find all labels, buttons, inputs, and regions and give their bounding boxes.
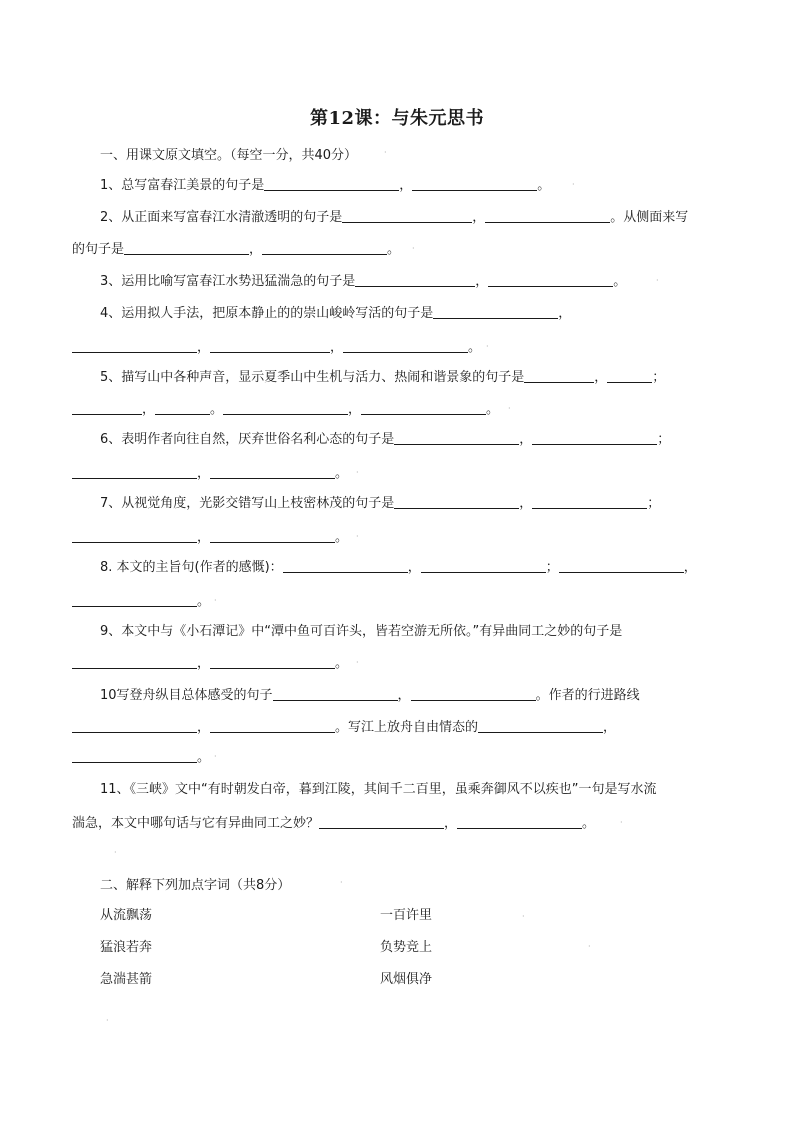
answer-blank[interactable] xyxy=(457,814,582,829)
answer-blank[interactable] xyxy=(478,718,603,733)
answer-blank[interactable] xyxy=(210,654,335,669)
paragraph-mark: · xyxy=(340,878,343,887)
paragraph-mark: · xyxy=(572,180,575,189)
question-4-cont: ， ， 。 xyxy=(72,338,732,358)
answer-blank[interactable] xyxy=(72,718,197,733)
question-2-cont: 的句子是 ， 。 xyxy=(72,242,401,257)
page-title: 第12课：与朱元思书 xyxy=(309,108,485,129)
answer-blank[interactable] xyxy=(155,400,210,415)
section-2-heading: 二、解释下列加点字词（共8分） xyxy=(100,878,291,893)
answer-blank[interactable] xyxy=(264,176,399,191)
question-6-cont: ， 。 xyxy=(72,464,732,484)
answer-blank[interactable] xyxy=(421,558,546,573)
paragraph-mark: · xyxy=(412,244,415,253)
answer-blank[interactable] xyxy=(412,176,537,191)
answer-blank[interactable] xyxy=(355,272,475,287)
question-4: 4、运用拟人手法，把原本静止的的崇山峻岭写活的句子是 ， xyxy=(100,306,572,321)
answer-blank[interactable] xyxy=(411,686,536,701)
question-9-cont: ， 。 xyxy=(72,654,732,674)
paragraph-mark: · xyxy=(356,468,359,477)
paragraph-mark: · xyxy=(356,532,359,541)
question-2: 2、从正面来写富春江水清澈透明的句子是 ， 。从侧面来写 xyxy=(100,210,689,225)
answer-blank[interactable] xyxy=(532,430,657,445)
vocab-word: 风烟俱净 xyxy=(380,972,433,987)
answer-blank[interactable] xyxy=(124,240,249,255)
answer-blank[interactable] xyxy=(607,368,652,383)
answer-blank[interactable] xyxy=(210,338,330,353)
answer-blank[interactable] xyxy=(488,272,613,287)
question-1: 1、总写富春江美景的句子是 ， 。 xyxy=(100,178,551,193)
answer-blank[interactable] xyxy=(72,400,142,415)
answer-blank[interactable] xyxy=(72,748,197,763)
answer-blank[interactable] xyxy=(394,430,519,445)
paragraph-mark: · xyxy=(114,848,117,857)
question-6: 6、表明作者向往自然，厌弃世俗名利心态的句子是 ， ； xyxy=(100,432,671,447)
paragraph-mark: · xyxy=(214,596,217,605)
answer-blank[interactable] xyxy=(210,718,335,733)
answer-blank[interactable] xyxy=(532,494,647,509)
vocab-word: 一百许里 xyxy=(380,908,433,923)
answer-blank[interactable] xyxy=(524,368,594,383)
question-8: 8. 本文的主旨句(作者的感慨)： ， ； ， xyxy=(100,560,697,575)
answer-blank[interactable] xyxy=(433,304,558,319)
section-1-heading: 一、用课文原文填空。（每空一分，共40分） xyxy=(100,148,358,163)
question-7: 7、从视觉角度，光影交错写山上枝密林茂的句子是 ， ； xyxy=(100,496,661,511)
answer-blank[interactable] xyxy=(72,338,197,353)
answer-blank[interactable] xyxy=(361,400,486,415)
answer-blank[interactable] xyxy=(485,208,610,223)
vocab-word: 急湍甚箭 xyxy=(100,972,153,987)
paragraph-mark: · xyxy=(486,342,489,351)
question-8-cont: 。 xyxy=(72,592,732,612)
vocab-word: 负势竞上 xyxy=(380,940,433,955)
vocab-word: 从流飘荡 xyxy=(100,908,153,923)
answer-blank[interactable] xyxy=(210,528,335,543)
paragraph-mark: · xyxy=(384,148,387,157)
answer-blank[interactable] xyxy=(343,338,468,353)
question-5-cont: ， 。 ， 。 xyxy=(72,400,732,420)
answer-blank[interactable] xyxy=(273,686,398,701)
vocab-word: 猛浪若奔 xyxy=(100,940,153,955)
question-11: 11、《三峡》文中“有时朝发白帝，暮到江陵，其间千二百里，虽乘奔御风不以疾也”一句是写水流 xyxy=(100,782,657,797)
answer-blank[interactable] xyxy=(72,654,197,669)
paragraph-mark: · xyxy=(522,912,525,921)
question-10-cont-2: 。 xyxy=(72,748,732,768)
paragraph-mark: · xyxy=(656,276,659,285)
answer-blank[interactable] xyxy=(72,528,197,543)
paragraph-mark: · xyxy=(620,818,623,827)
question-7-cont: ， 。 xyxy=(72,528,732,548)
paragraph-mark: · xyxy=(356,658,359,667)
question-11-cont: 湍急，本文中哪句话与它有异曲同工之妙？ ， 。 xyxy=(72,816,596,831)
answer-blank[interactable] xyxy=(223,400,348,415)
answer-blank[interactable] xyxy=(262,240,387,255)
paragraph-mark: · xyxy=(106,1016,109,1025)
paragraph-mark: · xyxy=(508,404,511,413)
question-3: 3、运用比喻写富春江水势迅猛湍急的句子是 ， 。 xyxy=(100,274,627,289)
question-9: 9、本文中与《小石潭记》中“潭中鱼可百许头，皆若空游无所依。”有异曲同工之妙的句子是 xyxy=(100,624,623,639)
answer-blank[interactable] xyxy=(210,464,335,479)
answer-blank[interactable] xyxy=(394,494,519,509)
answer-blank[interactable] xyxy=(342,208,472,223)
paragraph-mark: · xyxy=(588,942,591,951)
answer-blank[interactable] xyxy=(559,558,684,573)
paragraph-mark: · xyxy=(214,752,217,761)
question-10: 10写登舟纵目总体感受的句子 ， 。作者的行进路线 xyxy=(100,688,640,703)
answer-blank[interactable] xyxy=(319,814,444,829)
answer-blank[interactable] xyxy=(72,464,197,479)
question-5: 5、描写山中各种声音，显示夏季山中生机与活力、热闹和谐景象的句子是 ， ； xyxy=(100,370,666,385)
question-10-cont: ， 。写江上放舟自由情态的 ， xyxy=(72,718,732,738)
answer-blank[interactable] xyxy=(283,558,408,573)
answer-blank[interactable] xyxy=(72,592,197,607)
